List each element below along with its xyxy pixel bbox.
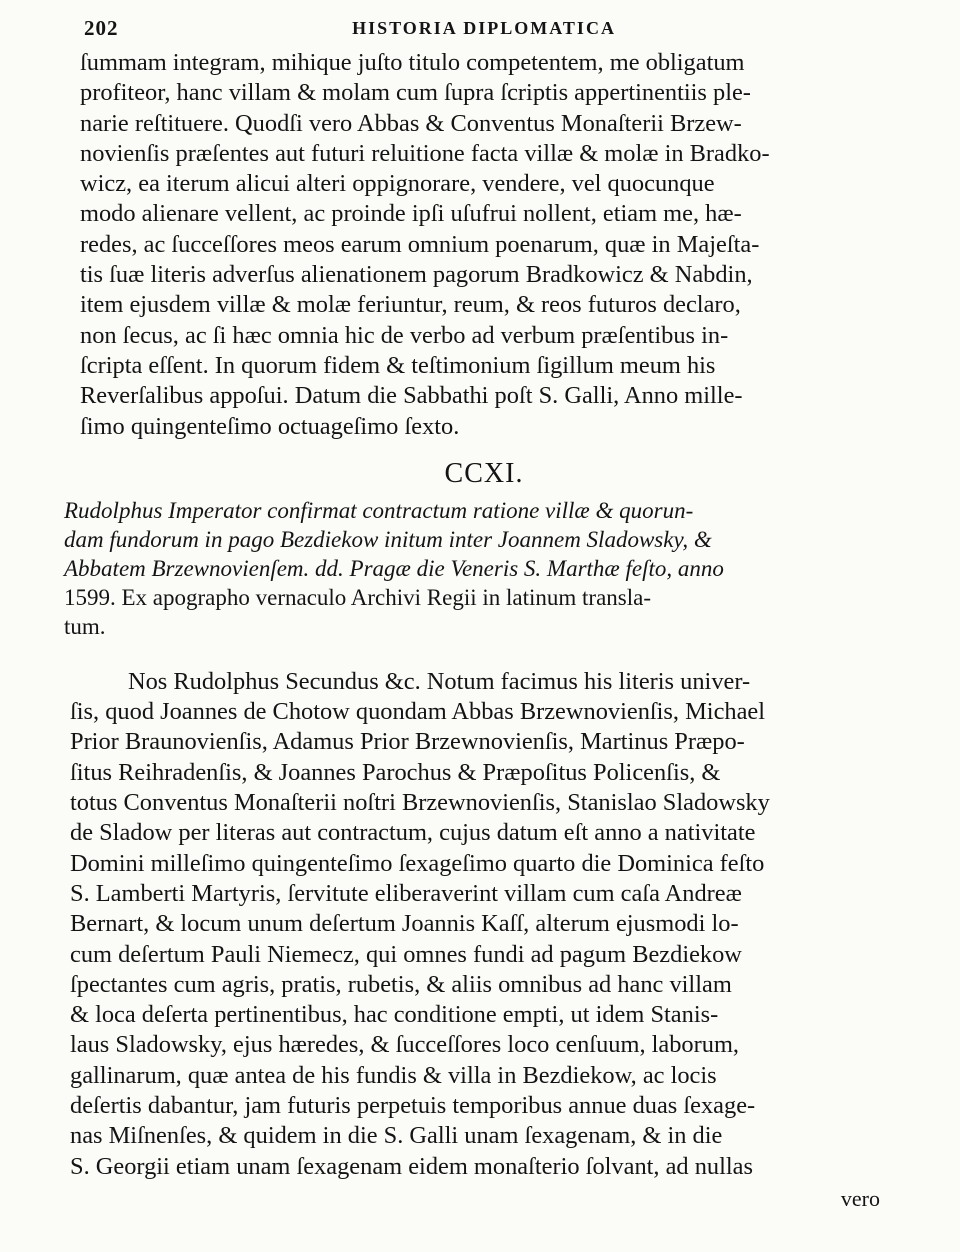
text-line: wicz, ea iterum alicui alteri oppignorare, vendere, vel quocunque [80,170,715,198]
body-line: & loca deſerta pertinentibus, hac conditione empti, ut idem Stanis- [70,1001,719,1029]
document-summary [64,496,890,641]
page-header [60,10,908,48]
catchword: vero [840,1185,880,1211]
summary-line: 1599. Ex apographo vernaculo Archivi Regii in latinum transla- [64,584,651,610]
page-number: 202 [84,16,119,40]
body-line: ſis, quod Joannes de Chotow quondam Abbas Brzewnovienſis, Michael [70,698,766,726]
summary-line: dam fundorum in pago Bezdiekow initum inter Joannem Sladowsky, & [64,526,712,552]
body-line: Nos Rudolphus Secundus &c. Notum facimus his literis univer- [128,667,751,695]
text-line: novienſis præſentes aut futuri reluitione facta villæ & molæ in Bradko- [80,139,770,167]
body-line: cum deſertum Pauli Niemecz, qui omnes fundi ad pagum Bezdiekow [70,940,742,968]
summary-line: Rudolphus Imperator confirmat contractum ratione villæ & quorun- [64,497,694,523]
body-line: ſpectantes cum agris, pratis, rubetis, & aliis omnibus ad hanc villam [70,970,732,998]
text-line: narie reſtituere. Quodſi vero Abbas & Conventus Monaſterii Brzew- [80,109,742,137]
continued-paragraph [80,48,888,442]
summary-line: tum. [64,613,106,639]
text-line: Reverſalibus appoſui. Datum die Sabbathi poſt S. Galli, Anno mille- [80,382,743,410]
body-line: S. Georgii etiam unam ſexagenam eidem monaſterio ſolvant, ad nullas [70,1152,753,1180]
body-line: gallinarum, quæ antea de his fundis & villa in Bezdiekow, ac locis [70,1061,717,1089]
body-line: de Sladow per literas aut contractum, cujus datum eſt anno a nativitate [70,819,756,847]
text-line: profiteor, hanc villam & molam cum ſupra ſcriptis appertinentiis ple- [80,79,751,107]
text-line: item ejusdem villæ & molæ feriuntur, reum, & reos futuros declaro, [80,291,741,319]
text-line: ſummam integram, mihique juſto titulo competentem, me obligatum [80,49,745,76]
text-line: redes, ac ſucceſſores meos earum omnium poenarum, quæ in Majeſta- [80,230,760,258]
body-line: Domini milleſimo quingenteſimo ſexageſimo quarto die Dominica feſto [70,849,765,877]
body-line: Prior Braunovienſis, Adamus Prior Brzewnovienſis, Martinus Præpo- [70,728,745,756]
body-line: totus Conventus Monaſterii noſtri Brzewnovienſis, Stanislao Sladowsky [70,789,770,817]
text-line: modo alienare vellent, ac proinde ipſi uſufrui nollent, etiam me, hæ- [80,200,742,228]
running-title: HISTORIA DIPLOMATICA [352,18,616,38]
body-line: deſertis dabantur, jam futuris perpetuis temporibus annue duas ſexage- [70,1092,756,1120]
body-line: nas Miſnenſes, & quidem in die S. Galli unam ſexagenam, & in die [70,1122,723,1150]
text-line: tis ſuæ literis adverſus alienationem pagorum Bradkowicz & Nabdin, [80,261,753,289]
body-line: Bernart, & locum unum deſertum Joannis Kaſſ, alterum ejusmodi lo- [70,910,739,938]
document-number: CCXI. [444,457,524,489]
text-line: non ſecus, ac ſi hæc omnia hic de verbo ad verbum præſentibus in- [80,321,729,349]
body-line: ſitus Reihradenſis, & Joannes Parochus & Præpoſitus Policenſis, & [70,758,721,786]
body-line: S. Lamberti Martyris, ſervitute eliberaverint villam cum caſa Andreæ [70,879,742,907]
body-line: laus Sladowsky, ejus hæredes, & ſucceſſores loco cenſuum, laborum, [70,1031,740,1059]
summary-line: Abbatem Brzewnovienſem. dd. Pragæ die Veneris S. Marthæ feſto, anno [64,555,724,581]
document-body [70,667,888,1182]
text-line: ſcripta eſſent. In quorum fidem & teſtimonium ſigillum meum his [80,351,716,379]
text-line: ſimo quingenteſimo octuageſimo ſexto. [80,412,460,440]
